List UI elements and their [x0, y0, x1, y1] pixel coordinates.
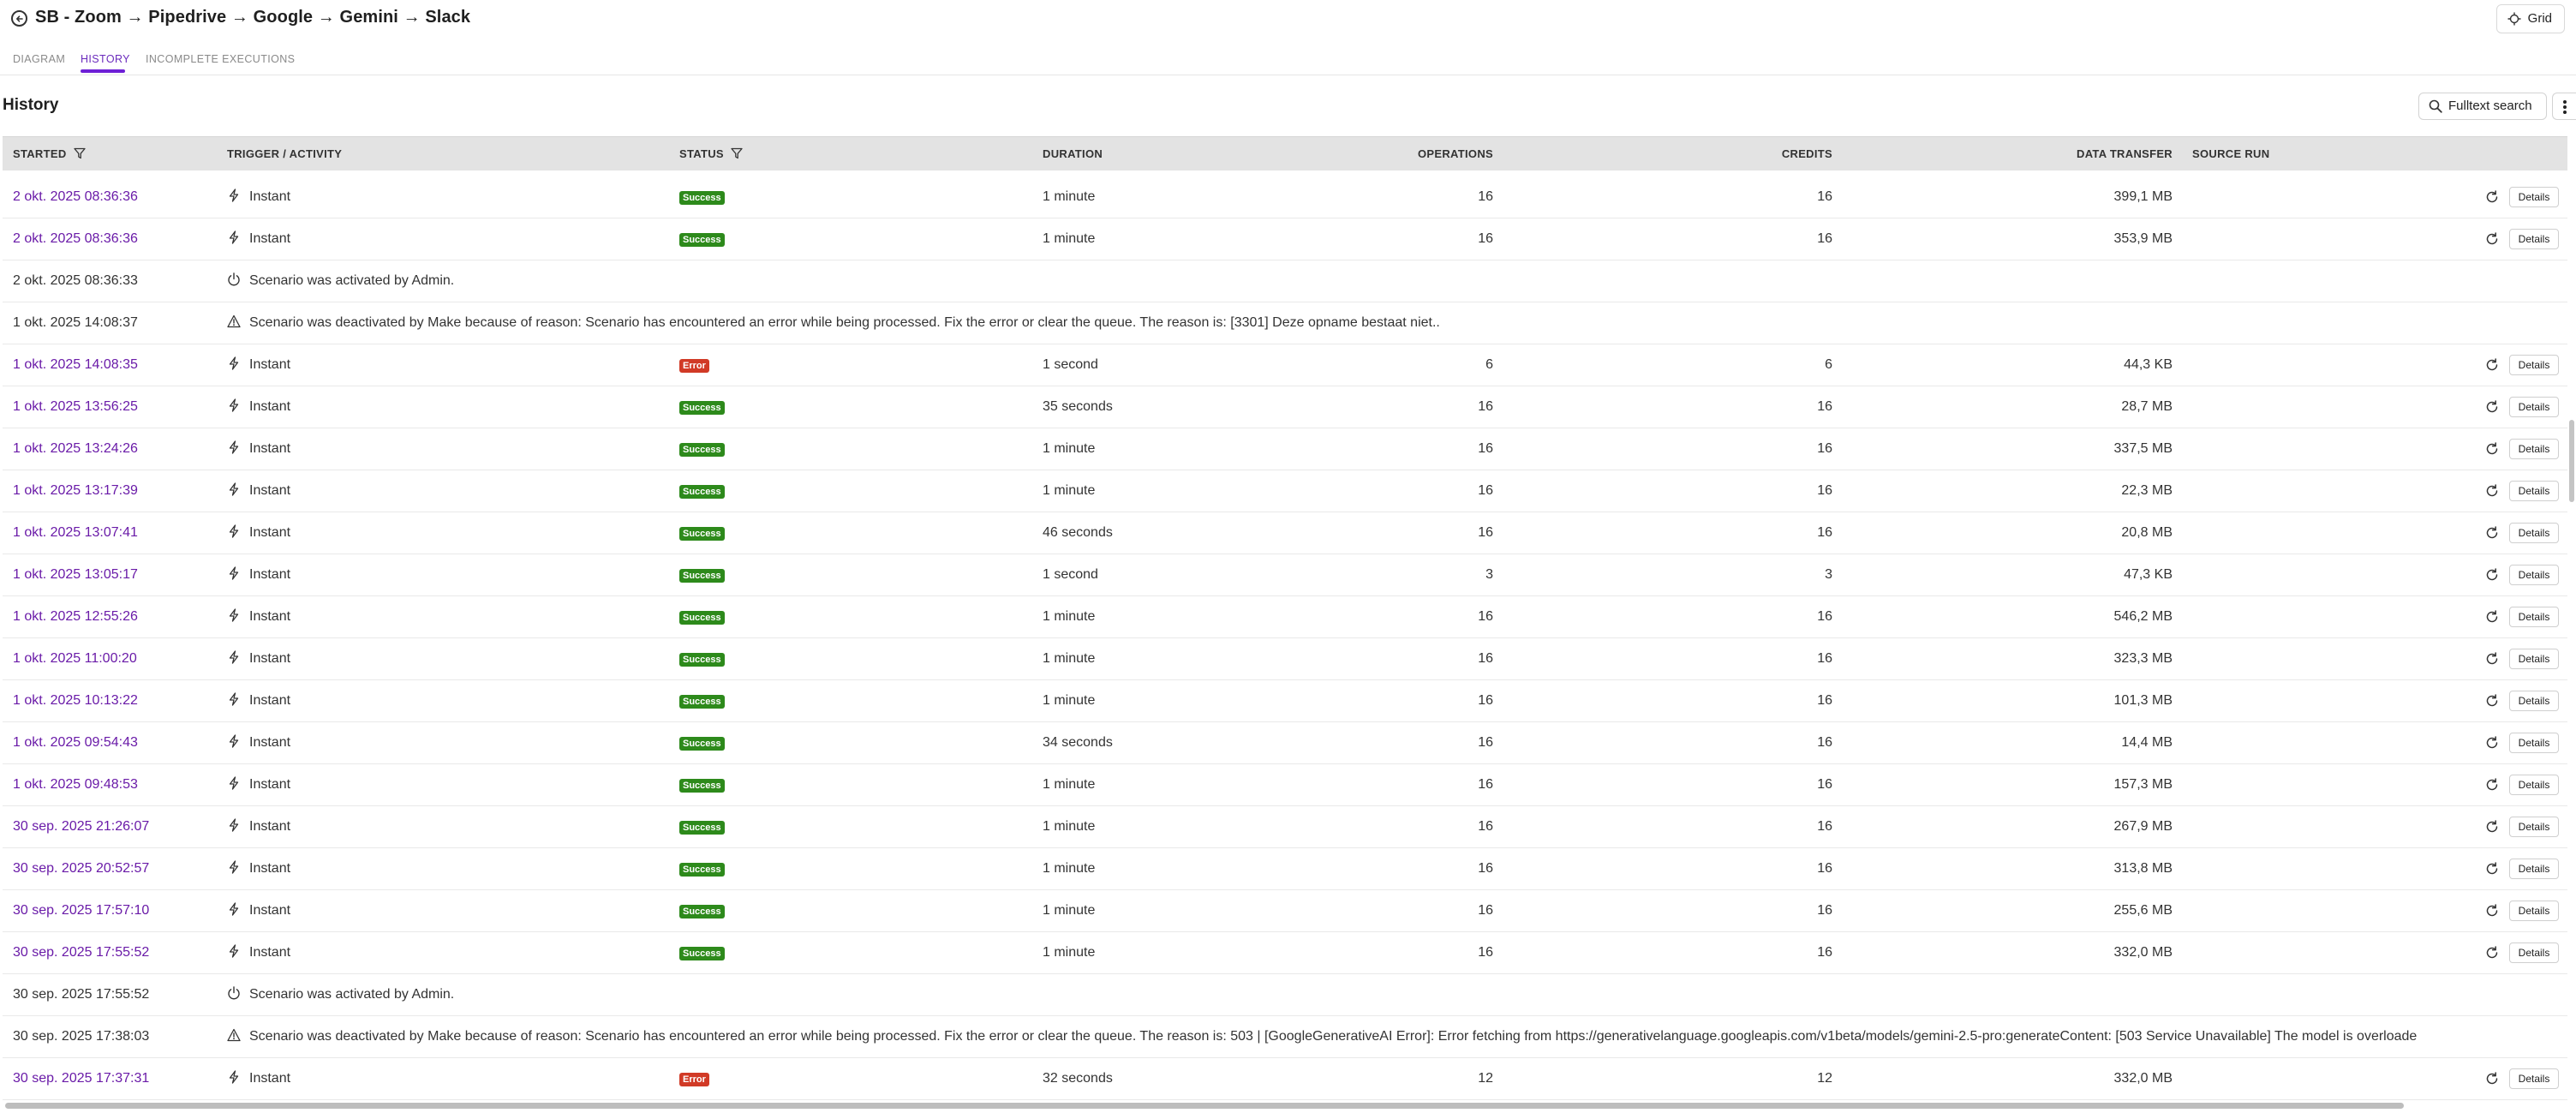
- details-button[interactable]: Details: [2509, 187, 2559, 207]
- lightning-icon: [227, 608, 241, 622]
- data-transfer-cell: 313,8 MB: [2113, 861, 2173, 876]
- tab-incomplete-executions[interactable]: INCOMPLETE EXECUTIONS: [146, 53, 296, 65]
- activity-message: [227, 260, 454, 302]
- table-row: [3, 554, 2567, 596]
- started-link[interactable]: 2 okt. 2025 08:36:36: [13, 189, 138, 204]
- duration-cell: 35 seconds: [1043, 399, 1113, 414]
- status-badge: Success: [679, 527, 725, 541]
- arrow-left-icon: [15, 15, 24, 23]
- rerun-icon[interactable]: [2485, 610, 2499, 624]
- trigger-cell: [227, 177, 290, 218]
- lightning-icon: [227, 902, 241, 916]
- started-link[interactable]: 1 okt. 2025 13:07:41: [13, 525, 138, 540]
- started-cell: 30 sep. 2025 17:38:03: [13, 1029, 150, 1044]
- started-link[interactable]: 1 okt. 2025 10:13:22: [13, 693, 138, 708]
- rerun-icon[interactable]: [2485, 820, 2499, 834]
- trigger-cell: [227, 218, 290, 260]
- table-row: [3, 680, 2567, 722]
- trigger-label: Instant: [249, 693, 291, 708]
- details-button[interactable]: Details: [2509, 942, 2559, 963]
- operations-cell: 12: [1478, 1071, 1493, 1086]
- data-transfer-cell: 47,3 KB: [2124, 567, 2173, 582]
- started-cell: 2 okt. 2025 08:36:33: [13, 273, 138, 288]
- credits-cell: 16: [1817, 777, 1832, 792]
- started-cell: 30 sep. 2025 17:55:52: [13, 987, 150, 1002]
- details-button[interactable]: Details: [2509, 775, 2559, 795]
- started-link[interactable]: 1 okt. 2025 13:24:26: [13, 441, 138, 456]
- details-button[interactable]: Details: [2509, 859, 2559, 879]
- started-link[interactable]: 30 sep. 2025 20:52:57: [13, 861, 150, 876]
- data-transfer-cell: 332,0 MB: [2113, 1071, 2173, 1086]
- rerun-icon[interactable]: [2485, 652, 2499, 666]
- history-table-body: [3, 177, 2567, 1103]
- lightning-icon: [227, 566, 241, 580]
- more-options-button[interactable]: [2552, 93, 2576, 120]
- active-tab-indicator: [81, 69, 125, 73]
- column-status[interactable]: [679, 137, 743, 171]
- operations-cell: 16: [1478, 777, 1493, 792]
- trigger-cell: [227, 1058, 290, 1099]
- trigger-label: Instant: [249, 189, 291, 204]
- operations-cell: 16: [1478, 945, 1493, 960]
- status-badge: Success: [679, 611, 725, 625]
- table-row: [3, 177, 2567, 218]
- rerun-icon[interactable]: [2485, 568, 2499, 582]
- tab-history[interactable]: HISTORY: [81, 53, 130, 65]
- trigger-label: Instant: [249, 231, 291, 246]
- power-icon: [227, 986, 241, 1000]
- status-badge: Success: [679, 737, 725, 751]
- operations-cell: 16: [1478, 525, 1493, 540]
- column-source-run: SOURCE RUN: [2192, 147, 2270, 160]
- duration-cell: 1 minute: [1043, 609, 1096, 624]
- operations-cell: 3: [1485, 567, 1493, 582]
- started-link[interactable]: 1 okt. 2025 12:55:26: [13, 609, 138, 624]
- status-badge: Success: [679, 863, 725, 877]
- details-button[interactable]: Details: [2509, 1068, 2559, 1089]
- operations-cell: 16: [1478, 903, 1493, 918]
- rerun-icon[interactable]: [2485, 946, 2499, 960]
- trigger-label: Instant: [249, 483, 291, 498]
- duration-cell: 1 second: [1043, 567, 1098, 582]
- table-row: [3, 218, 2567, 260]
- details-button[interactable]: Details: [2509, 355, 2559, 375]
- trigger-label: Instant: [249, 903, 291, 918]
- column-operations: OPERATIONS: [1418, 147, 1493, 160]
- credits-cell: 16: [1817, 483, 1832, 498]
- trigger-cell: [227, 386, 290, 428]
- credits-cell: 16: [1817, 693, 1832, 708]
- details-button[interactable]: Details: [2509, 565, 2559, 585]
- data-transfer-cell: 255,6 MB: [2113, 903, 2173, 918]
- data-transfer-cell: 22,3 MB: [2121, 483, 2173, 498]
- data-transfer-cell: 332,0 MB: [2113, 945, 2173, 960]
- activity-text: Scenario was activated by Admin.: [249, 987, 455, 1002]
- duration-cell: 1 minute: [1043, 819, 1096, 834]
- table-row: [3, 512, 2567, 554]
- table-row: [3, 386, 2567, 428]
- status-badge: Success: [679, 569, 725, 583]
- status-badge: Success: [679, 779, 725, 793]
- operations-cell: 16: [1478, 651, 1493, 666]
- operations-cell: 16: [1478, 399, 1493, 414]
- lightning-icon: [227, 650, 241, 664]
- status-badge: Success: [679, 233, 725, 247]
- started-link[interactable]: 2 okt. 2025 08:36:36: [13, 231, 138, 246]
- data-transfer-cell: 353,9 MB: [2113, 231, 2173, 246]
- activity-text: Scenario was deactivated by Make because of reason: Scenario has encountered an error while being processed. Fix the error or clear the queue. The reason is: 503 | [GoogleGenerativeAI Error]: Error fetching from https://generativelanguage.googleapis.com/v1beta/models/gemini-2.5-pro:generateContent: [503 Service Unavailable] The model is overloade: [249, 1029, 2418, 1044]
- rerun-icon[interactable]: [2485, 526, 2499, 540]
- power-icon: [227, 272, 241, 286]
- trigger-label: Instant: [249, 777, 291, 792]
- filter-icon[interactable]: [74, 147, 86, 159]
- credits-cell: 6: [1825, 357, 1832, 372]
- column-duration: DURATION: [1043, 147, 1103, 160]
- lightning-icon: [227, 692, 241, 706]
- duration-cell: 1 second: [1043, 357, 1098, 372]
- operations-cell: 6: [1485, 357, 1493, 372]
- trigger-label: Instant: [249, 399, 291, 414]
- tab-bar: [0, 45, 2576, 75]
- duration-cell: 46 seconds: [1043, 525, 1113, 540]
- table-header: [3, 136, 2567, 171]
- trigger-cell: [227, 428, 290, 470]
- credits-cell: 16: [1817, 525, 1832, 540]
- data-transfer-cell: 28,7 MB: [2121, 399, 2173, 414]
- data-transfer-cell: 337,5 MB: [2113, 441, 2173, 456]
- column-trigger-activity: TRIGGER / ACTIVITY: [227, 147, 343, 160]
- back-button[interactable]: [11, 10, 27, 27]
- status-badge: Error: [679, 1073, 709, 1086]
- credits-cell: 16: [1817, 651, 1832, 666]
- duration-cell: 1 minute: [1043, 945, 1096, 960]
- started-link[interactable]: 1 okt. 2025 09:48:53: [13, 777, 138, 792]
- status-badge: Success: [679, 821, 725, 835]
- operations-cell: 16: [1478, 189, 1493, 204]
- trigger-cell: [227, 638, 290, 679]
- status-badge: Success: [679, 443, 725, 457]
- credits-cell: 16: [1817, 861, 1832, 876]
- top-bar: [0, 0, 2576, 39]
- activity-message: [227, 1016, 2417, 1057]
- credits-cell: 16: [1817, 903, 1832, 918]
- rerun-icon[interactable]: [2485, 400, 2499, 414]
- trigger-cell: [227, 890, 290, 931]
- column-data-transfer: DATA TRANSFER: [2077, 147, 2173, 160]
- operations-cell: 16: [1478, 231, 1493, 246]
- column-started[interactable]: [13, 137, 86, 171]
- vertical-scrollbar[interactable]: [2569, 420, 2574, 502]
- started-link[interactable]: 1 okt. 2025 14:08:35: [13, 357, 138, 372]
- trigger-cell: [227, 596, 290, 637]
- trigger-label: Instant: [249, 945, 291, 960]
- column-started-label: STARTED: [13, 147, 67, 160]
- data-transfer-cell: 323,3 MB: [2113, 651, 2173, 666]
- duration-cell: 1 minute: [1043, 483, 1096, 498]
- lightning-icon: [227, 1070, 241, 1084]
- details-button[interactable]: Details: [2509, 229, 2559, 249]
- trigger-label: Instant: [249, 1071, 291, 1086]
- trigger-cell: [227, 344, 290, 386]
- tab-diagram[interactable]: DIAGRAM: [13, 53, 66, 65]
- section-title: History: [3, 96, 59, 114]
- trigger-label: Instant: [249, 735, 291, 750]
- credits-cell: 16: [1817, 735, 1832, 750]
- credits-cell: 16: [1817, 819, 1832, 834]
- trigger-label: Instant: [249, 861, 291, 876]
- table-row: [3, 722, 2567, 764]
- lightning-icon: [227, 440, 241, 454]
- data-transfer-cell: 399,1 MB: [2113, 189, 2173, 204]
- details-button[interactable]: Details: [2509, 691, 2559, 711]
- trigger-cell: [227, 932, 290, 973]
- details-button[interactable]: Details: [2509, 523, 2559, 543]
- fulltext-search-button[interactable]: [2418, 93, 2547, 120]
- rerun-icon[interactable]: [2485, 1072, 2499, 1086]
- trigger-label: Instant: [249, 819, 291, 834]
- operations-cell: 16: [1478, 609, 1493, 624]
- activity-row: [3, 974, 2567, 1016]
- table-row: [3, 764, 2567, 806]
- duration-cell: 1 minute: [1043, 903, 1096, 918]
- started-link[interactable]: 1 okt. 2025 13:56:25: [13, 399, 138, 414]
- operations-cell: 16: [1478, 693, 1493, 708]
- trigger-label: Instant: [249, 609, 291, 624]
- data-transfer-cell: 157,3 MB: [2113, 777, 2173, 792]
- fulltext-search-label: Fulltext search: [2448, 99, 2532, 113]
- trigger-cell: [227, 554, 290, 595]
- table-row: [3, 848, 2567, 890]
- activity-row: [3, 302, 2567, 344]
- details-button[interactable]: Details: [2509, 607, 2559, 627]
- column-credits: CREDITS: [1781, 147, 1832, 160]
- rerun-icon[interactable]: [2485, 778, 2499, 792]
- rerun-icon[interactable]: [2485, 904, 2499, 918]
- filter-icon[interactable]: [731, 147, 743, 159]
- started-link[interactable]: 30 sep. 2025 17:37:31: [13, 1071, 150, 1086]
- credits-cell: 16: [1817, 945, 1832, 960]
- rerun-icon[interactable]: [2485, 736, 2499, 750]
- trigger-cell: [227, 512, 290, 554]
- activity-row: [3, 1016, 2567, 1058]
- started-link[interactable]: 1 okt. 2025 09:54:43: [13, 735, 138, 750]
- data-transfer-cell: 14,4 MB: [2121, 735, 2173, 750]
- lightning-icon: [227, 734, 241, 748]
- table-row: [3, 470, 2567, 512]
- started-link[interactable]: 30 sep. 2025 17:55:52: [13, 945, 150, 960]
- started-link[interactable]: 1 okt. 2025 13:17:39: [13, 483, 138, 498]
- warning-icon: [227, 314, 241, 328]
- operations-cell: 16: [1478, 861, 1493, 876]
- details-button[interactable]: Details: [2509, 901, 2559, 921]
- operations-cell: 16: [1478, 483, 1493, 498]
- duration-cell: 1 minute: [1043, 651, 1096, 666]
- trigger-label: Instant: [249, 357, 291, 372]
- status-badge: Success: [679, 401, 725, 415]
- grid-button-label: Grid: [2527, 11, 2552, 26]
- credits-cell: 12: [1817, 1071, 1832, 1086]
- credits-cell: 16: [1817, 609, 1832, 624]
- lightning-icon: [227, 818, 241, 832]
- operations-cell: 16: [1478, 819, 1493, 834]
- operations-cell: 16: [1478, 735, 1493, 750]
- more-options-icon: [2563, 100, 2567, 104]
- page-title: SB - Zoom → Pipedrive → Google → Gemini → Slack: [35, 8, 471, 27]
- table-row: [3, 638, 2567, 680]
- trigger-cell: [227, 764, 290, 805]
- lightning-icon: [227, 524, 241, 538]
- duration-cell: 32 seconds: [1043, 1071, 1113, 1086]
- duration-cell: 1 minute: [1043, 231, 1096, 246]
- rerun-icon[interactable]: [2485, 442, 2499, 456]
- trigger-cell: [227, 722, 290, 763]
- duration-cell: 1 minute: [1043, 861, 1096, 876]
- data-transfer-cell: 101,3 MB: [2113, 693, 2173, 708]
- rerun-icon[interactable]: [2485, 358, 2499, 372]
- credits-cell: 16: [1817, 231, 1832, 246]
- lightning-icon: [227, 230, 241, 244]
- rerun-icon[interactable]: [2485, 484, 2499, 498]
- rerun-icon[interactable]: [2485, 862, 2499, 876]
- details-button[interactable]: Details: [2509, 481, 2559, 501]
- details-button[interactable]: Details: [2509, 397, 2559, 417]
- data-transfer-cell: 20,8 MB: [2121, 525, 2173, 540]
- operations-cell: 16: [1478, 441, 1493, 456]
- table-row: [3, 596, 2567, 638]
- table-row: [3, 1058, 2567, 1100]
- column-status-label: STATUS: [679, 147, 724, 160]
- credits-cell: 3: [1825, 567, 1832, 582]
- activity-message: [227, 974, 454, 1015]
- started-link[interactable]: 1 okt. 2025 13:05:17: [13, 567, 138, 582]
- rerun-icon[interactable]: [2485, 190, 2499, 204]
- details-button[interactable]: Details: [2509, 649, 2559, 669]
- data-transfer-cell: 546,2 MB: [2113, 609, 2173, 624]
- activity-text: Scenario was deactivated by Make because of reason: Scenario has encountered an error while being processed. Fix the error or clear the queue. The reason is: [3301] Deze opname bestaat niet..: [249, 315, 1440, 330]
- details-button[interactable]: Details: [2509, 733, 2559, 753]
- trigger-label: Instant: [249, 525, 291, 540]
- status-badge: Success: [679, 191, 725, 205]
- table-row: [3, 890, 2567, 932]
- trigger-label: Instant: [249, 441, 291, 456]
- credits-cell: 16: [1817, 441, 1832, 456]
- lightning-icon: [227, 482, 241, 496]
- status-badge: Success: [679, 695, 725, 709]
- trigger-label: Instant: [249, 567, 291, 582]
- lightning-icon: [227, 356, 241, 370]
- crosshair-icon: [2507, 12, 2521, 26]
- table-row: [3, 428, 2567, 470]
- status-badge: Success: [679, 485, 725, 499]
- table-row: [3, 344, 2567, 386]
- data-transfer-cell: 267,9 MB: [2113, 819, 2173, 834]
- data-transfer-cell: 44,3 KB: [2124, 357, 2173, 372]
- credits-cell: 16: [1817, 399, 1832, 414]
- details-button[interactable]: Details: [2509, 817, 2559, 837]
- lightning-icon: [227, 860, 241, 874]
- duration-cell: 34 seconds: [1043, 735, 1113, 750]
- lightning-icon: [227, 398, 241, 412]
- credits-cell: 16: [1817, 189, 1832, 204]
- duration-cell: 1 minute: [1043, 189, 1096, 204]
- table-row: [3, 932, 2567, 974]
- started-cell: 1 okt. 2025 14:08:37: [13, 315, 138, 330]
- activity-message: [227, 302, 1440, 344]
- rerun-icon[interactable]: [2485, 694, 2499, 708]
- rerun-icon[interactable]: [2485, 232, 2499, 246]
- activity-text: Scenario was activated by Admin.: [249, 273, 455, 288]
- status-badge: Success: [679, 653, 725, 667]
- status-badge: Error: [679, 359, 709, 373]
- duration-cell: 1 minute: [1043, 693, 1096, 708]
- trigger-cell: [227, 806, 290, 847]
- lightning-icon: [227, 944, 241, 958]
- started-link[interactable]: 30 sep. 2025 17:57:10: [13, 903, 150, 918]
- activity-row: [3, 260, 2567, 302]
- search-icon: [2429, 99, 2442, 113]
- duration-cell: 1 minute: [1043, 441, 1096, 456]
- trigger-cell: [227, 680, 290, 721]
- lightning-icon: [227, 776, 241, 790]
- started-link[interactable]: 1 okt. 2025 11:00:20: [13, 651, 137, 666]
- horizontal-scrollbar[interactable]: [5, 1103, 2404, 1109]
- trigger-label: Instant: [249, 651, 291, 666]
- warning-icon: [227, 1028, 241, 1042]
- details-button[interactable]: Details: [2509, 439, 2559, 459]
- table-row: [3, 806, 2567, 848]
- status-badge: Success: [679, 947, 725, 960]
- started-link[interactable]: 30 sep. 2025 21:26:07: [13, 819, 150, 834]
- lightning-icon: [227, 188, 241, 202]
- trigger-cell: [227, 470, 290, 512]
- grid-button[interactable]: [2496, 4, 2565, 33]
- trigger-cell: [227, 848, 290, 889]
- duration-cell: 1 minute: [1043, 777, 1096, 792]
- status-badge: Success: [679, 905, 725, 919]
